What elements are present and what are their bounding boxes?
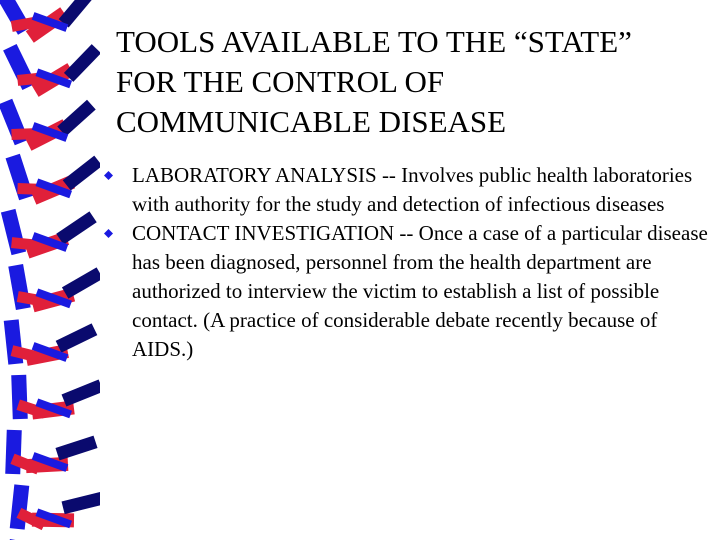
title-line-2: FOR THE CONTROL OF	[116, 64, 445, 99]
title-line-1: TOOLS AVAILABLE TO THE “STATE”	[116, 24, 632, 59]
bullet-list	[104, 161, 710, 364]
title-line-3: COMMUNICABLE DISEASE	[116, 104, 507, 139]
border-blade-shape	[62, 379, 100, 406]
border-blade-shape	[55, 436, 97, 461]
border-blade-shape	[57, 100, 95, 136]
slide-title	[116, 22, 706, 142]
border-blade-shape	[64, 44, 100, 82]
border-blade-shape	[63, 156, 100, 191]
bullet-item-laboratory-analysis	[104, 161, 710, 219]
border-blade-shape	[62, 492, 100, 514]
bullet-item-contact-investigation	[104, 219, 710, 364]
border-blade-shape	[10, 484, 30, 529]
bullet-text: CONTACT INVESTIGATION -- Once a case of a particular disease has been diagnosed, personnel from the health department are authorized to interview the victim to establish a list of possible contact. (A practice of considerable debate recently because of AIDS.)	[132, 221, 708, 361]
bullet-text: LABORATORY ANALYSIS -- Involves public health laboratories with authority for the study and detection of infectious diseases	[132, 163, 693, 216]
diamond-bullet-icon	[104, 229, 113, 238]
border-blade-shape	[5, 430, 22, 474]
border-blade-shape	[56, 323, 98, 352]
border-blade-shape	[62, 267, 100, 298]
diamond-bullet-icon	[104, 171, 113, 180]
border-blade-shape	[56, 211, 96, 244]
pinwheel-border-pattern	[0, 0, 100, 540]
